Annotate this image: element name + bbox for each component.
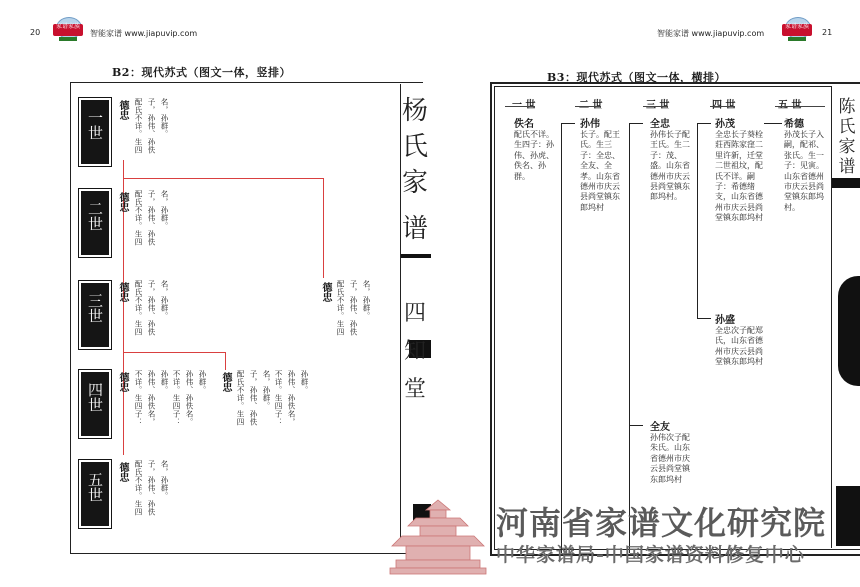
- person-name: 德忠: [117, 100, 128, 120]
- person-note: 名，孙群。: [160, 460, 169, 500]
- generation-header-5: [778, 96, 801, 111]
- tree-line: [561, 123, 562, 553]
- generation-label-5: 五世: [86, 472, 104, 502]
- connector-line: [123, 178, 323, 179]
- generation-box-2: [81, 191, 109, 255]
- tree-line: [629, 123, 643, 124]
- header-divider-gap: [735, 104, 775, 108]
- header-divider-gap: [668, 104, 710, 108]
- tree-line: [561, 123, 575, 124]
- person-note: 配氏不详。生四子：孙伟、孙虎、佚名、孙群。: [514, 130, 554, 181]
- person-note: 名，孙群。: [362, 280, 371, 320]
- generation-box-5: [81, 462, 109, 526]
- person-note: 子，孙伟、孙佚: [147, 460, 156, 516]
- person-note: 全忠次子配郑氏，山东省德州市庆云县尚堂镇东郎坞村: [715, 326, 763, 367]
- generation-header-4: [712, 96, 735, 111]
- generation-label-4: 四世: [86, 382, 104, 412]
- generation-box-4: [81, 372, 109, 436]
- person-note: 子，孙伟、孙佚: [249, 370, 258, 426]
- person-note: 不详。生四子：: [134, 370, 143, 426]
- person-note: 孙伟次子配朱氏。山东省德州市庆云县尚堂镇东郎坞村: [650, 433, 690, 484]
- generation-box-1: [81, 100, 109, 164]
- person-name: 孙伟: [580, 119, 600, 130]
- person-note: 配氏不详。生四: [134, 280, 143, 336]
- left-page-number: 20: [30, 28, 41, 37]
- person-note: 孙伟、孙佚名，: [287, 370, 296, 426]
- person-note: 孙伟、孙佚名。: [185, 370, 194, 426]
- connector-line: [123, 352, 225, 353]
- cover-char: 谱: [401, 214, 428, 244]
- tree-line: [697, 318, 711, 319]
- generation-label-1: 一世: [86, 110, 104, 140]
- cover-char: 知: [403, 339, 426, 364]
- right-section-title: B3：现代苏式（图文一体，横排）: [547, 71, 726, 84]
- generation-header-3: [646, 96, 669, 111]
- person-note: 配氏不详。生四: [134, 460, 143, 516]
- generation-box-3: [81, 283, 109, 347]
- header-divider-gap: [601, 104, 643, 108]
- left-logo: 家谱家族: [53, 17, 83, 43]
- right-page-number: 21: [822, 28, 833, 37]
- person-name: 德忠: [117, 462, 128, 482]
- cover-char: 氏: [838, 117, 856, 137]
- person-name: 孙茂: [715, 119, 735, 130]
- person-note: 配氏不详。生四: [134, 190, 143, 246]
- generation-label-3: 三世: [86, 293, 104, 323]
- person-note: 孙茂长子入嗣，配祁、张氏。生一子：见寅。山东省德州市庆云县尚堂镇东郎坞村。: [784, 130, 824, 212]
- person-name: 德忠: [220, 372, 231, 392]
- person-note: 名，孙群。: [160, 280, 169, 320]
- cover-char: 家: [401, 168, 428, 198]
- person-name: 孙盛: [715, 315, 735, 326]
- person-name: 全忠: [650, 119, 670, 130]
- cover-char: 陈: [838, 97, 856, 117]
- generation-header-1: [512, 96, 535, 111]
- person-note: 配氏不详。生四: [134, 98, 143, 154]
- left-section-title: B2：现代苏式（图文一体，竖排）: [112, 66, 291, 79]
- person-note: 子，孙伟、孙佚: [147, 98, 156, 154]
- tree-line: [697, 123, 698, 318]
- right-logo: 家谱家族: [782, 17, 812, 43]
- watermark-line-2: 中华家谱局-中国家谱资料修复中心: [496, 544, 805, 566]
- tree-line: [764, 123, 782, 124]
- pavilion-watermark-icon: [388, 496, 488, 586]
- person-note: 孙伟、孙佚名，: [147, 370, 156, 426]
- person-note: 子，孙伟、孙佚: [349, 280, 358, 336]
- person-note: 子，孙伟、孙佚: [147, 280, 156, 336]
- person-note: 配氏不详。生四: [236, 370, 245, 426]
- generation-header-2: [579, 96, 602, 111]
- cover-char: 杨: [401, 96, 428, 126]
- person-note: 子，孙伟、孙佚: [147, 190, 156, 246]
- cover-char: 堂: [403, 377, 426, 402]
- cover-char: 家: [838, 137, 856, 157]
- cover-char: 氏: [401, 132, 428, 162]
- tree-line: [697, 123, 711, 124]
- person-note: 配氏不详。生四: [336, 280, 345, 336]
- person-note: 孙群。: [160, 370, 169, 394]
- person-name: 德忠: [117, 192, 128, 212]
- person-note: 名，孙群。: [160, 190, 169, 230]
- generation-label-2: 二世: [86, 201, 104, 231]
- person-note: 名，孙群。: [262, 370, 271, 410]
- person-note: 孙群。: [300, 370, 309, 394]
- tree-line: [629, 425, 643, 426]
- person-name: 德忠: [320, 282, 331, 302]
- right-header-text: 智能家谱 www.jiapuvip.com: [657, 29, 765, 38]
- person-name: 德忠: [117, 282, 128, 302]
- connector-line: [225, 352, 226, 370]
- person-note: 孙伟长子配王氏。生二子：茂、盛。山东省德州市庆云县尚堂镇东郎坞村。: [650, 130, 690, 202]
- person-name: 德忠: [117, 372, 128, 392]
- cover-char: 谱: [838, 157, 856, 177]
- person-note: 孙群。: [198, 370, 207, 394]
- person-note: 不详。生四子：: [172, 370, 181, 426]
- person-name: 佚名: [514, 119, 534, 130]
- connector-line: [323, 178, 324, 278]
- person-name: 希德: [784, 119, 804, 130]
- left-header-text: 智能家谱 www.jiapuvip.com: [90, 29, 198, 38]
- person-name: 全友: [650, 422, 670, 433]
- person-note: 名，孙群。: [160, 98, 169, 138]
- person-note: 全忠长子葵栓莊西陈家窪二里许新，迁堂二世祖坟，配氏不详。嗣子：希德绪支，山东省德州市庆云县尚堂镇东郎坞村: [715, 130, 763, 223]
- person-note: 不详。生四子：: [274, 370, 283, 426]
- watermark-line-1: 河南省家谱文化研究院: [496, 504, 827, 542]
- cover-char: 四: [403, 301, 426, 326]
- header-divider-gap: [535, 104, 575, 108]
- person-note: 长子。配王氏。生三子：全忠、全友、全孝。山东省德州市庆云县尚堂镇东郎坞村: [580, 130, 620, 212]
- tree-line: [629, 123, 630, 553]
